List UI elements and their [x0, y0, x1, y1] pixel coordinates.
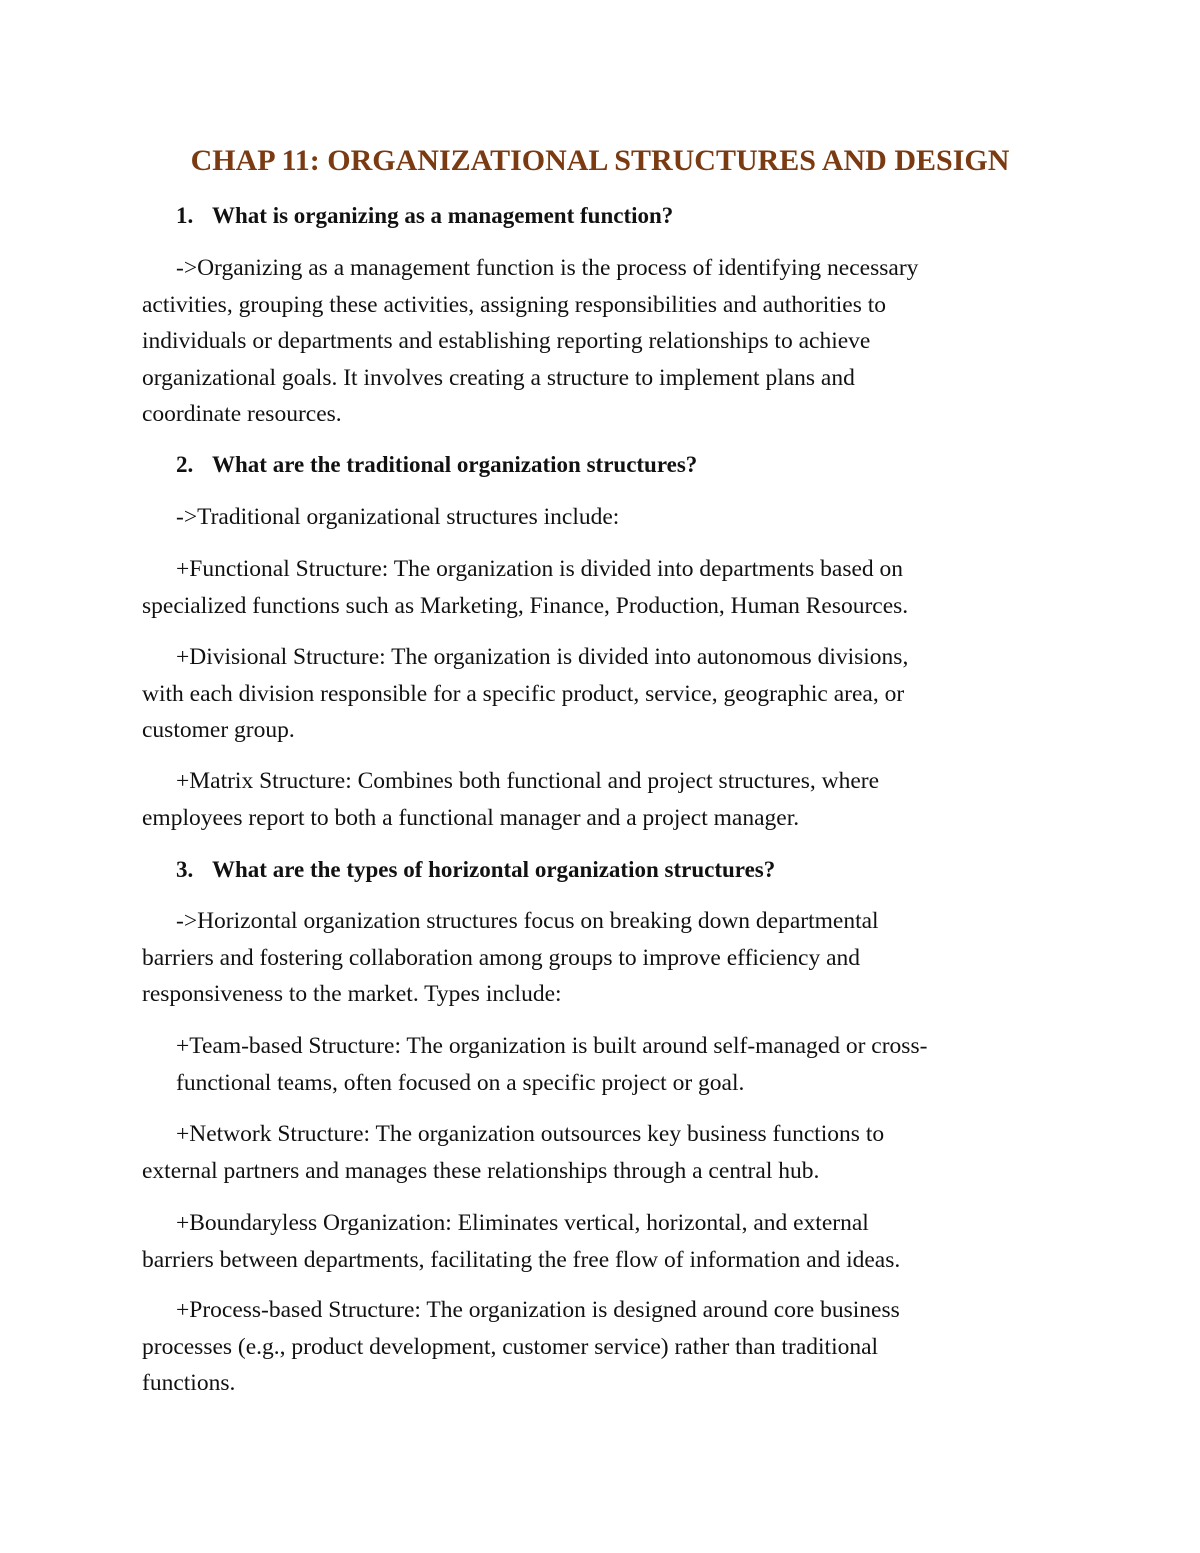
paragraph-line: responsiveness to the market. Types include: — [142, 981, 562, 1007]
question-text: What are the traditional organization structures? — [212, 452, 698, 477]
question-3 — [176, 855, 775, 885]
question-number: 2. — [176, 452, 194, 477]
paragraph-line: external partners and manages these relationships through a central hub. — [142, 1157, 820, 1184]
answer-2-intro — [142, 499, 1077, 536]
paragraph-line: employees report to both a functional manager and a project manager. — [142, 804, 800, 831]
paragraph-line: +Functional Structure: The organization is divided into departments based on — [176, 556, 904, 582]
question-number: 1. — [176, 203, 194, 228]
question-1 — [176, 201, 673, 231]
answer-2-divisional — [142, 639, 1077, 749]
question-2 — [176, 450, 697, 480]
question-text: What are the types of horizontal organization structures? — [212, 857, 776, 882]
answer-3-network — [142, 1116, 1077, 1189]
answer-2-matrix — [142, 763, 1077, 836]
paragraph-line: +Team-based Structure: The organization is built around self-managed or cross- — [176, 1033, 928, 1059]
paragraph-line: processes (e.g., product development, customer service) rather than traditional — [142, 1333, 879, 1360]
paragraph-line: customer group. — [142, 717, 295, 743]
paragraph-line: barriers between departments, facilitating the free flow of information and ideas. — [142, 1246, 901, 1273]
paragraph-line: ->Horizontal organization structures focus on breaking down departmental — [176, 908, 879, 934]
answer-3-boundaryless — [142, 1205, 1077, 1278]
paragraph-line: ->Organizing as a management function is the process of identifying necessary — [176, 255, 919, 281]
question-number: 3. — [176, 857, 194, 882]
paragraph-line: with each division responsible for a specific product, service, geographic area, or — [142, 680, 905, 707]
paragraph-line: functional teams, often focused on a specific project or goal. — [176, 1069, 745, 1096]
paragraph-line: specialized functions such as Marketing, Finance, Production, Human Resources. — [142, 592, 909, 619]
paragraph-line: activities, grouping these activities, assigning responsibilities and authorities to — [142, 291, 887, 318]
paragraph-line: functions. — [142, 1370, 236, 1396]
question-text: What is organizing as a management function? — [212, 203, 674, 228]
paragraph-line: +Process-based Structure: The organization is designed around core business — [176, 1297, 900, 1323]
answer-2-functional — [142, 551, 1077, 624]
paragraph-line: individuals or departments and establishing reporting relationships to achieve — [142, 328, 871, 354]
page-title: CHAP 11: ORGANIZATIONAL STRUCTURES AND DESIGN — [190, 144, 1010, 177]
paragraph-line: +Network Structure: The organization outsources key business functions to — [176, 1121, 885, 1147]
paragraph-line: +Matrix Structure: Combines both functional and project structures, where — [176, 768, 880, 794]
answer-3-team-based — [142, 1028, 1077, 1101]
answer-1-paragraph — [142, 250, 1077, 433]
paragraph-line: +Divisional Structure: The organization is divided into autonomous divisions, — [176, 644, 909, 670]
paragraph-line: +Boundaryless Organization: Eliminates vertical, horizontal, and external — [176, 1210, 869, 1236]
paragraph-line: organizational goals. It involves creating a structure to implement plans and — [142, 364, 855, 391]
answer-3-intro — [142, 903, 1077, 1013]
paragraph-line: barriers and fostering collaboration among groups to improve efficiency and — [142, 944, 861, 971]
answer-3-process-based — [142, 1292, 1077, 1402]
paragraph-line: coordinate resources. — [142, 401, 342, 427]
paragraph-line: ->Traditional organizational structures include: — [176, 504, 620, 530]
